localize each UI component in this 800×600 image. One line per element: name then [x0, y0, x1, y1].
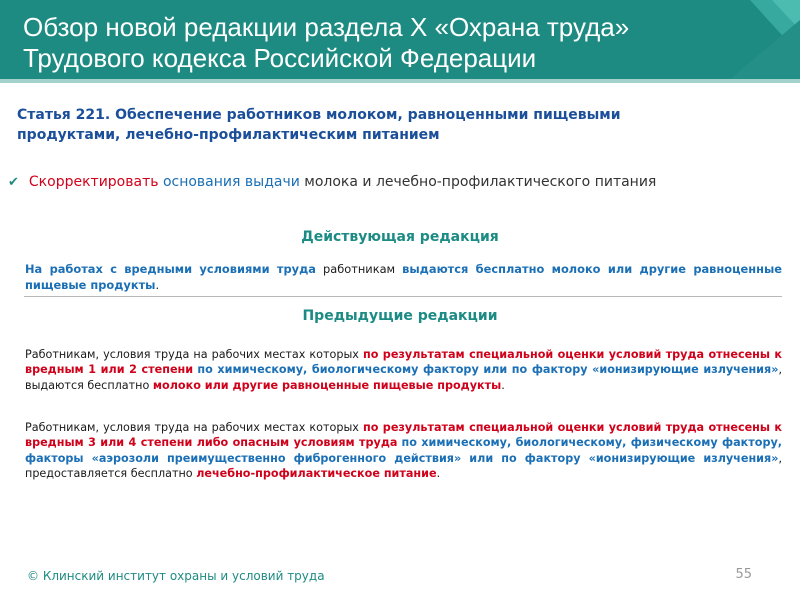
current-text-part1: На работах с вредными условиями труда: [25, 262, 316, 276]
prev-b-part3: по химическому, биологическому, физическому фактору, факторы «аэрозоли преимущественно фиброгенного действия» или по фактору «ионизирующие излучения»: [25, 436, 782, 465]
prev-b-part4: , предоставляется бесплатно: [25, 451, 782, 481]
article-heading-line2: продуктами, лечебно-профилактическим питанием: [17, 127, 440, 143]
current-edition-title: Действующая редакция: [301, 229, 499, 245]
prev-b-part1: Работникам, условия труда на рабочих местах которых: [25, 421, 359, 434]
bullet-item: [8, 172, 798, 193]
prev-a-part3: по химическому, биологическому фактору или по фактору «ионизирующие излучения»: [197, 363, 779, 377]
header-decoration-icon: [710, 0, 800, 79]
article-heading-line1: Статья 221. Обеспечение работников молоком, равноценными пищевыми: [17, 107, 621, 123]
prev-a-part6: .: [501, 378, 505, 392]
prev-b-part5: лечебно-профилактическое питание: [196, 467, 437, 481]
prev-a-part4: , выдаются бесплатно: [25, 363, 782, 392]
slide-title-line1: Обзор новой редакции раздела X «Охрана труда»: [23, 12, 630, 42]
section-divider: [24, 296, 782, 297]
bullet-word-grounds: основания выдачи: [162, 174, 300, 190]
bullet-rest: молока и лечебно-профилактического питания: [304, 174, 657, 190]
previous-editions-title: Предыдущие редакции: [302, 308, 498, 324]
header-divider: [0, 79, 800, 83]
prev-b-part2: по результатам специальной оценки условий труда отнесены к вредным 3 или 4 степени либо опасным условиям труда: [25, 421, 782, 450]
check-icon: ✔: [8, 175, 19, 190]
slide-header: [0, 0, 800, 79]
slide-title-line2: Трудового кодекса Российской Федерации: [23, 43, 537, 73]
prev-a-part1: Работникам, условия труда на рабочих местах которых: [25, 348, 359, 361]
bullet-word-correct: Скорректировать: [28, 174, 159, 190]
previous-edition-b: [25, 420, 782, 482]
current-text-part4: .: [155, 277, 160, 292]
article-heading: [17, 105, 787, 145]
prev-a-part5: молоко или другие равноценные пищевые продукты: [152, 378, 502, 392]
previous-edition-a: [25, 347, 782, 393]
current-text-part2: работникам: [323, 262, 396, 276]
current-edition-text: [25, 262, 782, 293]
prev-b-part6: .: [436, 467, 441, 481]
current-text-part3: выдаются бесплатно молоко или другие равноценные пищевые продукты: [25, 262, 783, 292]
page-number: 55: [735, 567, 752, 582]
footer-copyright: © Клинский институт охраны и условий труда: [27, 569, 325, 583]
slide-title: [23, 12, 713, 74]
prev-a-part2: по результатам специальной оценки условий труда отнесены к вредным 1 или 2 степени: [25, 348, 782, 377]
